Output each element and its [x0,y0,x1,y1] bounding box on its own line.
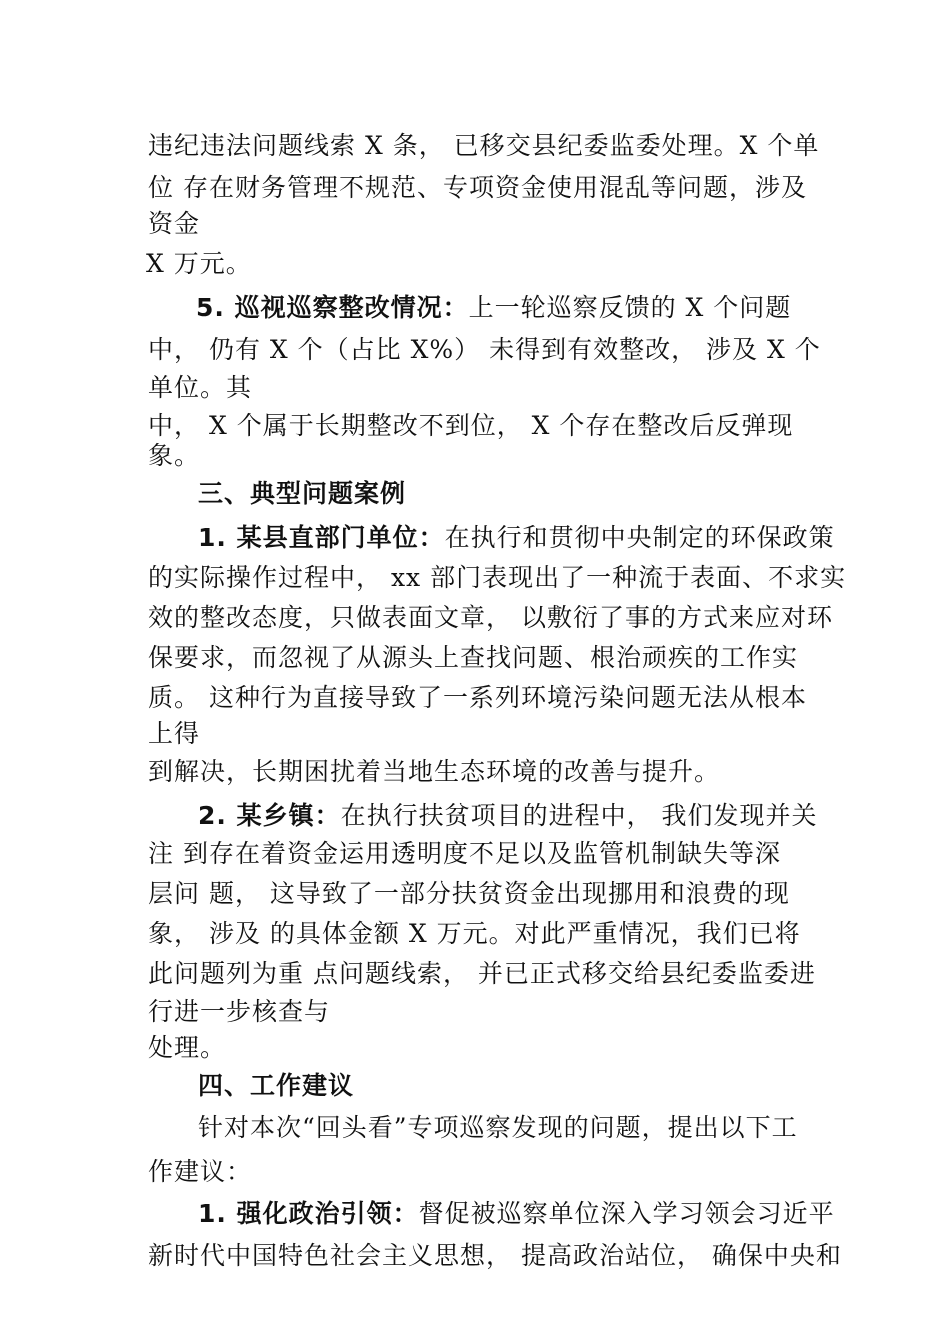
text-line: 层问 题， 这导致了一部分扶贫资金出现挪用和浪费的现 [148,879,790,908]
section-heading: 四、工作建议 [198,1071,355,1100]
text-line: 单位。其 [148,373,253,402]
text-line: 上得 [148,719,201,748]
text-line: 到解决，长期困扰着当地生态环境的改善与提升。 [148,757,721,786]
text-line: 象， 涉及 的具体金额 X 万元。对此严重情况，我们已将 [148,919,801,948]
text-run: 在执行扶贫项目的进程中， 我们发现并关 [340,801,818,830]
text-line: 作建议： [148,1157,253,1186]
text-run: 上一轮巡察反馈的 X 个问题 [468,293,792,322]
text-line: 资金 [148,209,201,238]
text-line: 保要求，而忽视了从源头上查找问题、根治顽疾的工作实 [148,643,799,672]
text-line [196,292,791,324]
text-line: 中， X 个属于长期整改不到位， X 个存在整改后反弹现 [148,411,794,440]
text-run: 在执行和贯彻中央制定的环保政策 [444,523,835,552]
text-line: 位 存在财务管理不规范、专项资金使用混乱等问题，涉及 [148,173,807,202]
text-line [198,1198,835,1230]
text-line: 行进一步核查与 [148,997,331,1026]
text-line: 注 到存在着资金运用透明度不足以及监管机制缺失等深 [148,839,781,868]
text-line: 中， 仍有 X 个（占比 X%） 未得到有效整改， 涉及 X 个 [148,335,821,364]
text-line: 质。 这种行为直接导致了一系列环境污染问题无法从根本 [148,683,807,712]
inline-heading: 1. 某县直部门单位： [198,523,445,552]
inline-heading: 2. 某乡镇： [198,801,341,830]
text-line: 新时代中国特色社会主义思想， 提高政治站位， 确保中央和 [148,1241,842,1270]
text-line [198,522,835,554]
text-line: 针对本次“回头看”专项巡察发现的问题，提出以下工 [198,1113,798,1142]
text-line: 违纪违法问题线索 X 条， 已移交县纪委监委处理。X 个单 [148,131,820,160]
text-line: 效的整改态度，只做表面文章， 以敷衍了事的方式来应对环 [148,603,833,632]
text-line: X 万元。 [146,249,252,278]
text-line: 处理。 [148,1033,227,1062]
text-line: 象。 [148,441,201,470]
inline-heading: 5. 巡视巡察整改情况： [196,293,469,322]
section-heading: 三、典型问题案例 [198,479,407,508]
text-line: 的实际操作过程中， xx 部门表现出了一种流于表面、不求实 [148,563,847,592]
text-run: 督促被巡察单位深入学习领会习近平 [418,1199,835,1228]
text-line [198,800,818,832]
inline-heading: 1. 强化政治引领： [198,1199,419,1228]
text-line: 此问题列为重 点问题线索， 并已正式移交给县纪委监委进 [148,959,816,988]
